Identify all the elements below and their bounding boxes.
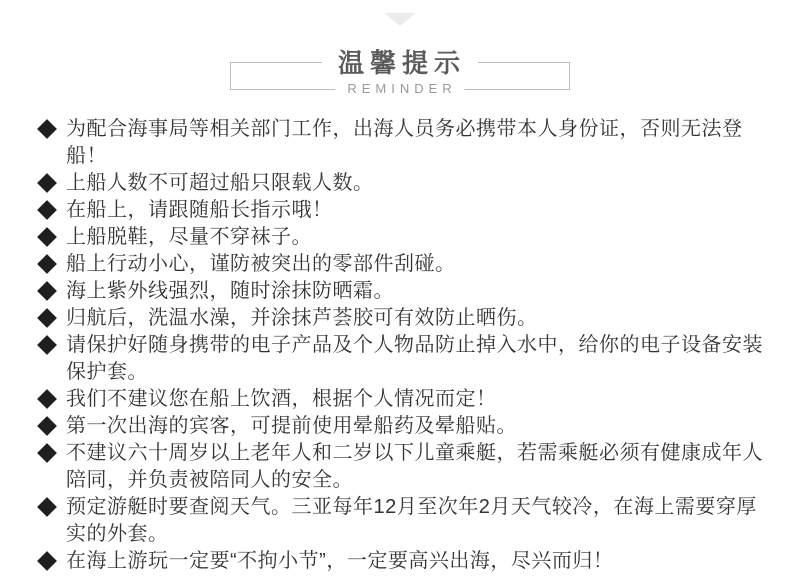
- reminder-item: [38, 332, 770, 386]
- reminder-text: 为配合海事局等相关部门工作，出海人员务必携带本人身份证，否则无法登船！: [66, 118, 743, 167]
- reminder-item: [38, 197, 770, 224]
- reminder-item: [38, 116, 770, 170]
- diamond-bullet-icon: [37, 200, 57, 220]
- reminder-item: [38, 413, 770, 440]
- diamond-bullet-icon: [37, 281, 57, 301]
- reminder-item: [38, 170, 770, 197]
- reminder-text: 海上紫外线强烈，随时涂抹防晒霜。: [66, 280, 394, 302]
- reminder-text: 请保护好随身携带的电子产品及个人物品防止掉入水中，给你的电子设备安装保护套。: [66, 334, 763, 383]
- reminder-item: [38, 386, 770, 413]
- reminder-text: 上船人数不可超过船只限载人数。: [66, 172, 374, 194]
- diamond-bullet-icon: [37, 497, 57, 517]
- reminder-item: [38, 305, 770, 332]
- reminder-text: 船上行动小心，谨防被突出的零部件刮碰。: [66, 253, 456, 275]
- triangle-down-icon: [384, 13, 416, 26]
- diamond-bullet-icon: [37, 416, 57, 436]
- page-subtitle: REMINDER: [335, 81, 464, 97]
- header-frame: [230, 48, 570, 96]
- reminder-text: 在船上，请跟随船长指示哦！: [66, 199, 333, 221]
- diamond-bullet-icon: [37, 308, 57, 328]
- reminder-text: 不建议六十周岁以上老年人和二岁以下儿童乘艇，若需乘艇必须有健康成年人陪同，并负责被陪同人的安全。: [66, 442, 763, 491]
- diamond-bullet-icon: [37, 335, 57, 355]
- diamond-bullet-icon: [37, 389, 57, 409]
- diamond-bullet-icon: [37, 173, 57, 193]
- reminder-text: 上船脱鞋，尽量不穿袜子。: [66, 226, 312, 248]
- reminder-item: [38, 440, 770, 494]
- diamond-bullet-icon: [37, 551, 57, 571]
- diamond-bullet-icon: [37, 443, 57, 463]
- reminder-text: 第一次出海的宾客，可提前使用晕船药及晕船贴。: [66, 415, 517, 437]
- reminder-list: [0, 116, 800, 575]
- reminder-item: [38, 548, 770, 575]
- reminder-text: 归航后，洗温水澡，并涂抹芦荟胶可有效防止晒伤。: [66, 307, 538, 329]
- diamond-bullet-icon: [37, 254, 57, 274]
- reminder-item: [38, 251, 770, 278]
- reminder-item: [38, 224, 770, 251]
- diamond-bullet-icon: [37, 227, 57, 247]
- reminder-item: [38, 278, 770, 305]
- reminder-text: 我们不建议您在船上饮酒，根据个人情况而定！: [66, 388, 497, 410]
- reminder-text: 在海上游玩一定要“不拘小节”，一定要高兴出海，尽兴而归！: [66, 550, 614, 572]
- diamond-bullet-icon: [37, 119, 57, 139]
- reminder-text: 预定游艇时要查阅天气。三亚每年12月至次年2月天气较冷，在海上需要穿厚实的外套。: [66, 496, 757, 545]
- page-title: 温馨提示: [322, 49, 478, 77]
- reminder-item: [38, 494, 770, 548]
